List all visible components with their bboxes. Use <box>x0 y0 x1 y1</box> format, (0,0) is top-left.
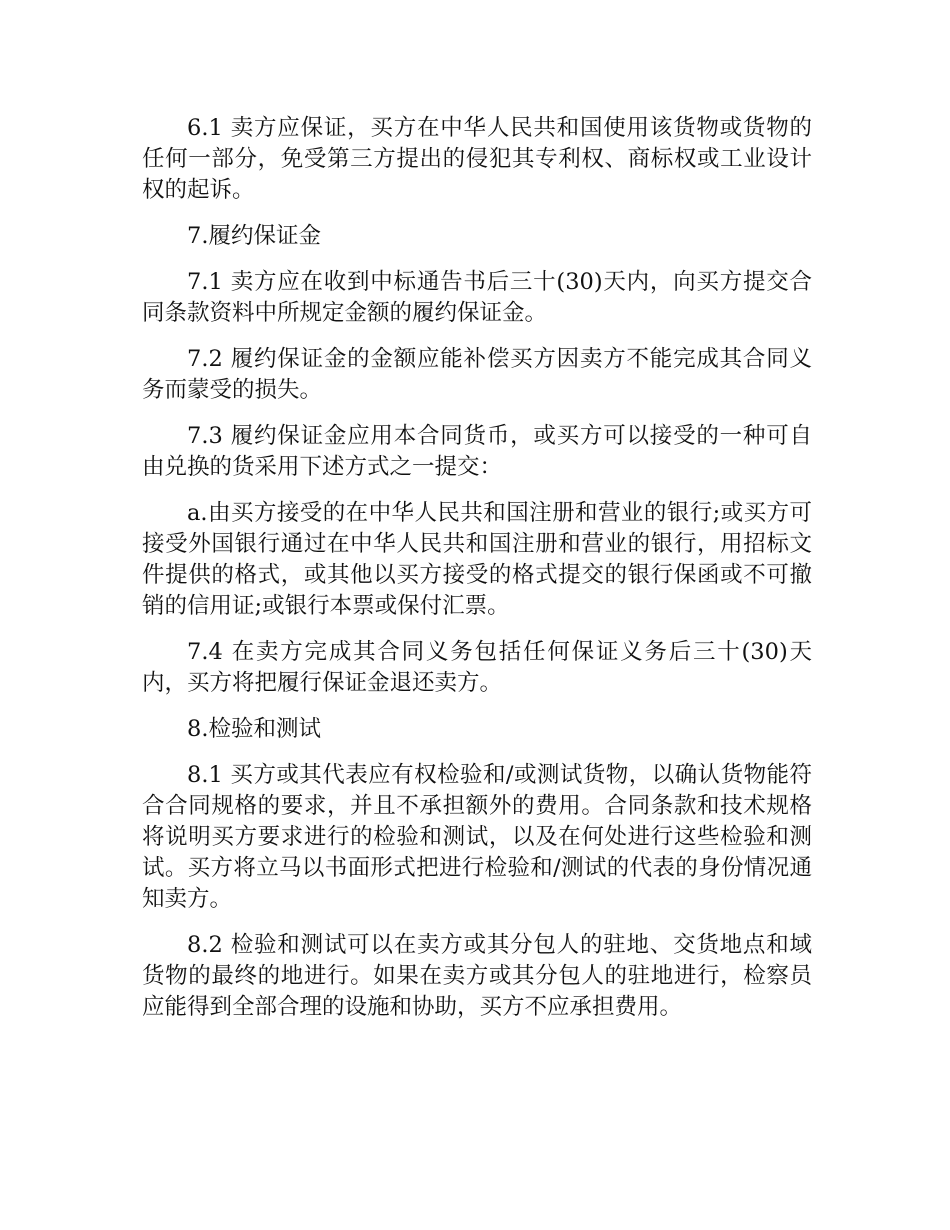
clause-7-3-a: a.由买方接受的在中华人民共和国注册和营业的银行;或买方可接受外国银行通过在中华人民共和国注册和营业的银行，用招标文件提供的格式，或其他以买方接受的格式提交的银行保函或不可撤销的信用证;或银行本票或保付汇票。 <box>142 500 812 619</box>
clause-7-4: 7.4 在卖方完成其合同义务包括任何保证义务后三十(30)天内，买方将把履行保证金退还卖方。 <box>142 639 812 696</box>
clause-7-3: 7.3 履约保证金应用本合同货币，或买方可以接受的一种可自由兑换的货采用下述方式之一提交： <box>142 423 812 480</box>
clause-6-1: 6.1 卖方应保证，买方在中华人民共和国使用该货物或货物的任何一部分，免受第三方提出的侵犯其专利权、商标权或工业设计权的起诉。 <box>142 115 812 203</box>
clause-7-2: 7.2 履约保证金的金额应能补偿买方因卖方不能完成其合同义务而蒙受的损失。 <box>142 346 812 403</box>
document-body <box>142 113 812 1038</box>
clause-8-2: 8.2 检验和测试可以在卖方或其分包人的驻地、交货地点和域货物的最终的地进行。如果在卖方或其分包人的驻地进行，检察员应能得到全部合理的设施和协助，买方不应承担费用。 <box>142 932 812 1020</box>
clause-7-1: 7.1 卖方应在收到中标通告书后三十(30)天内，向买方提交合同条款资料中所规定金额的履约保证金。 <box>142 269 812 326</box>
section-heading-8: 8.检验和测试 <box>187 716 321 742</box>
clause-8-1: 8.1 买方或其代表应有权检验和/或测试货物，以确认货物能符合合同规格的要求，并且不承担额外的费用。合同条款和技术规格将说明买方要求进行的检验和测试，以及在何处进行这些检验和测试。买方将立马以书面形式把进行检验和/测试的代表的身份情况通知卖方。 <box>142 762 812 912</box>
section-heading-7: 7.履约保证金 <box>187 223 321 249</box>
